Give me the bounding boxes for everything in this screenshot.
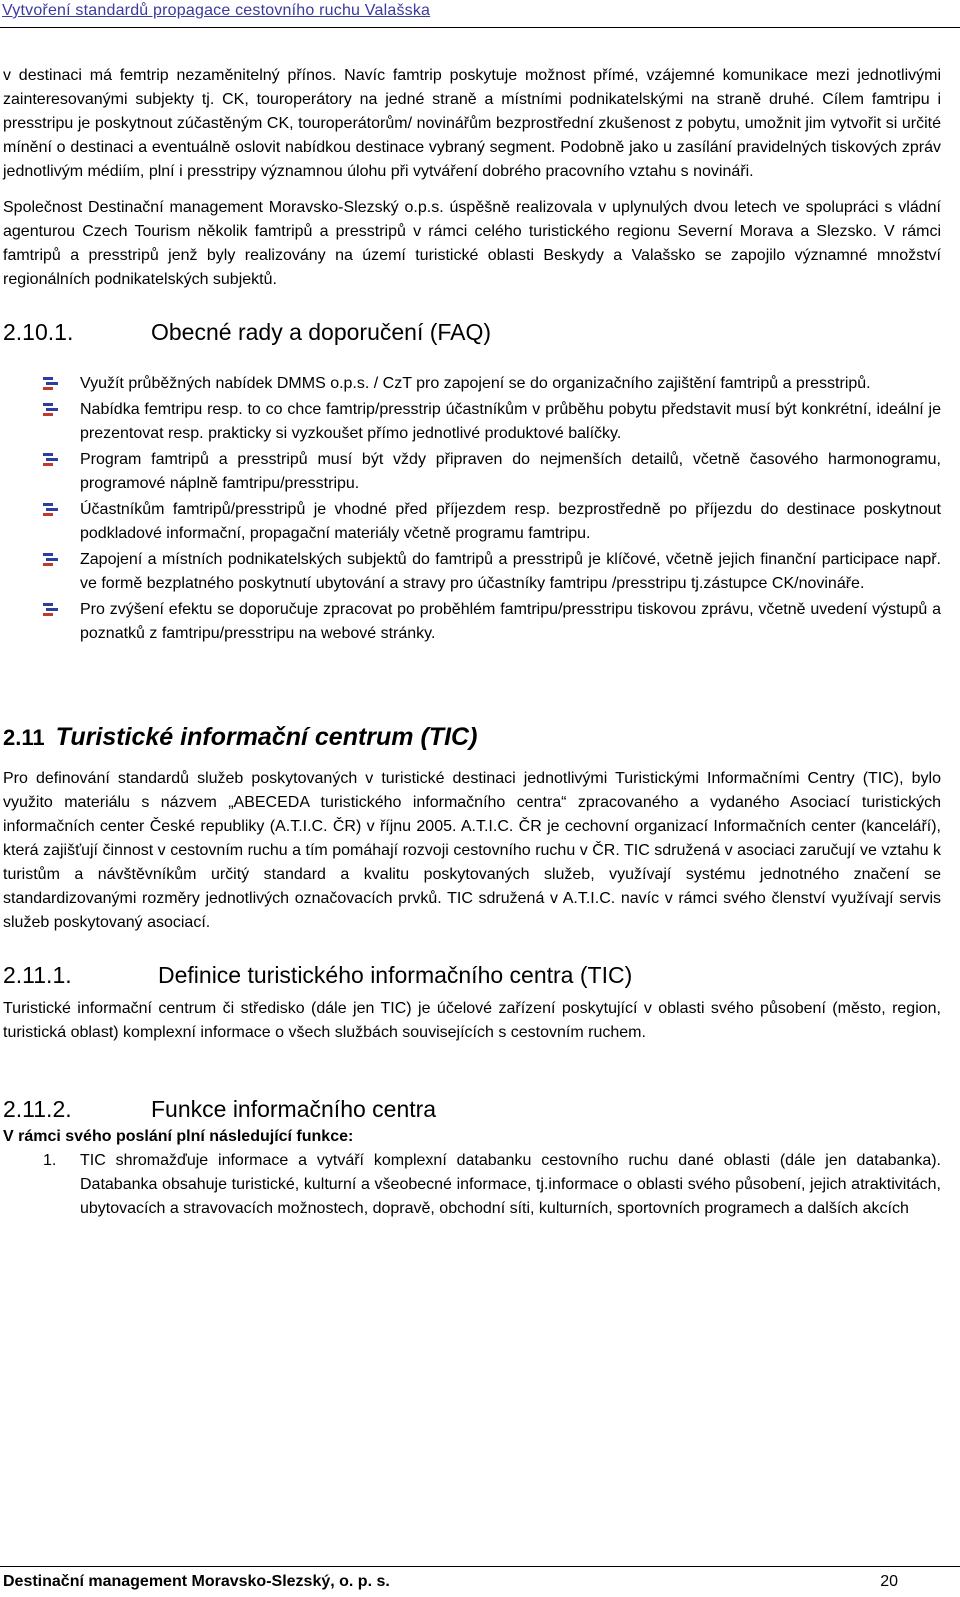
page-header: [0, 0, 960, 28]
list-item-text: Využít průběžných nabídek DMMS o.p.s. / CzT pro zapojení se do organizačního zajištění famtripů a presstripů.: [80, 375, 871, 392]
heading-2-11-1: [3, 959, 941, 991]
intro-paragraph-1: v destinaci má femtrip nezaměnitelný přínos. Navíc famtrip poskytuje možnost přímé, vzájemné komunikace mezi jednotlivými zainteresovanými subjekty tj. CK, touroperátory na jedné straně a místními podnikatelskými na straně druhé. Cílem famtripu i presstripu je poskytnout zúčastěným CK, touroperátorům/ novinářům bezprostřední zkušenost z pobytu, umožnit jim vytvořit si určité mínění o destinaci a eventuálně oslovit nabídkou destinace vybraný segment. Podobně jako u zasílání pravidelných tiskových zpráv jednotlivým médiím, plní i presstripy významnou úlohu při vytváření dobrého pracovního vztahu s novináři.: [3, 67, 941, 180]
footer-organization: Destinační management Moravsko-Slezský, o. p. s.: [3, 1573, 390, 1590]
heading-number: 2.10.1.: [3, 319, 74, 345]
list-item-text: Účastníkům famtripů/presstripů je vhodné před příjezdem resp. bezprostředně po příjezdu do destinace poskytnout podkladové informační, propagační materiály včetně programu famtripu.: [80, 501, 941, 542]
list-item: [3, 398, 941, 446]
list-item: [3, 448, 941, 496]
list-item-text: TIC shromažďuje informace a vytváří komplexní databanku cestovního ruchu dané oblasti (dále jen databanka). Databanka obsahuje turistické, kulturní a všeobecné informace, tj.informace o oblasti svého působení, jejich atraktivitách, ubytovacích a stravovacích možnostech, dopravě, obchodní síti, kulturních, sportovních programech a dalších akcích: [80, 1152, 941, 1217]
page-number: 20: [880, 1573, 898, 1590]
list-item-text: Program famtripů a presstripů musí být vždy připraven do nejmenších detailů, včetně časového harmonogramu, programové náplně famtripu/presstripu.: [80, 451, 941, 492]
heading-number: 2.11.2.: [3, 1096, 72, 1122]
bullet-icon: [43, 377, 58, 391]
list-item-text: Zapojení a místních podnikatelských subjektů do famtripů a presstripů je klíčové, včetně jejich finanční participace např. ve formě bezplatného poskytnutí ubytování a stravy pro účastníky famtripu /presstripu tj.zástupce CK/novináře.: [80, 551, 941, 592]
heading-title: Funkce informačního centra: [151, 1096, 437, 1122]
bullet-icon: [43, 403, 58, 417]
heading-title: Obecné rady a doporučení (FAQ): [151, 319, 492, 345]
heading-2-11-2: [3, 1093, 941, 1125]
list-item-text: Pro zvýšení efektu se doporučuje zpracovat po proběhlém famtripu/presstripu tiskovou zprávu, včetně uvedení výstupů a poznatků z famtripu/presstripu na webové stránky.: [80, 601, 941, 642]
bullet-icon: [43, 553, 58, 567]
intro-paragraph-2: Společnost Destinační management Moravsko-Slezský o.p.s. úspěšně realizovala v uplynulých dvou letech ve spolupráci s vládní agenturou Czech Tourism několik famtripů a presstripů v rámci celého turistického regionu Severní Morava a Slezsko. V rámci famtripů a presstripů jenž byly realizovány na území turistické oblasti Beskydy a Valašsko se zapojilo významné množství regionálních podnikatelských subjektů.: [3, 199, 941, 288]
document-body: [3, 64, 941, 1221]
list-item: [3, 1149, 941, 1221]
list-item: [3, 548, 941, 596]
heading-number: 2.11.1.: [3, 962, 72, 988]
bullet-icon: [43, 503, 58, 517]
header-title[interactable]: Vytvoření standardů propagace cestovního ruchu Valašska: [2, 2, 431, 19]
page-footer: [0, 1566, 960, 1597]
list-item-number: 1.: [43, 1152, 57, 1169]
functions-list: [3, 1149, 941, 1221]
heading-number: 2.11: [3, 725, 45, 750]
functions-intro: V rámci svého poslání plní následující funkce:: [3, 1128, 354, 1145]
bullet-icon: [43, 603, 58, 617]
definition-paragraph: Turistické informační centrum či středisko (dále jen TIC) je účelové zařízení poskytující v oblasti svého působení (město, region, turistická oblast) komplexní informace o všech službách souvisejících s cestovním ruchem.: [3, 1000, 941, 1041]
heading-title: Definice turistického informačního centra (TIC): [158, 962, 633, 988]
bullet-icon: [43, 453, 58, 467]
heading-title: Turistické informační centrum (TIC): [55, 723, 478, 751]
faq-list: [3, 372, 941, 646]
list-item-text: Nabídka femtripu resp. to co chce famtrip/presstrip účastníkům v průběhu pobytu představit musí být konkrétní, ideální je prezentovat resp. prakticky si vyzkoušet přímo jednotlivé produktové balíčky.: [80, 401, 941, 442]
tic-paragraph: Pro definování standardů služeb poskytovaných v turistické destinaci jednotlivými Turistickými Informačními Centry (TIC), bylo využito materiálu s názvem „ABECEDA turistického informačního centra“ zpracovaného a vydaného Asociací turistických informačních center České republiky (A.T.I.C. ČR) v říjnu 2005. A.T.I.C. ČR je cechovní organizací Informačních center (kanceláří), která zajišťují činnost v cestovním ruchu a tím pomáhají rozvoji cestovního ruchu v ČR. TIC sdružená v asociaci zaručují ve vztahu k turistům a návštěvníkům určitý standard a kvalitu poskytovaných služeb, využívají systému jednotného značení se standardizovanými rozměry jednotlivých označovacích prvků. TIC sdružená v A.T.I.C. navíc v rámci svého členství využívají servis služeb poskytovaný asociací.: [3, 770, 941, 931]
list-item: [3, 598, 941, 646]
list-item: [3, 498, 941, 546]
heading-2-10-1: [3, 316, 941, 348]
list-item: [3, 372, 941, 396]
heading-2-11: [3, 720, 941, 755]
